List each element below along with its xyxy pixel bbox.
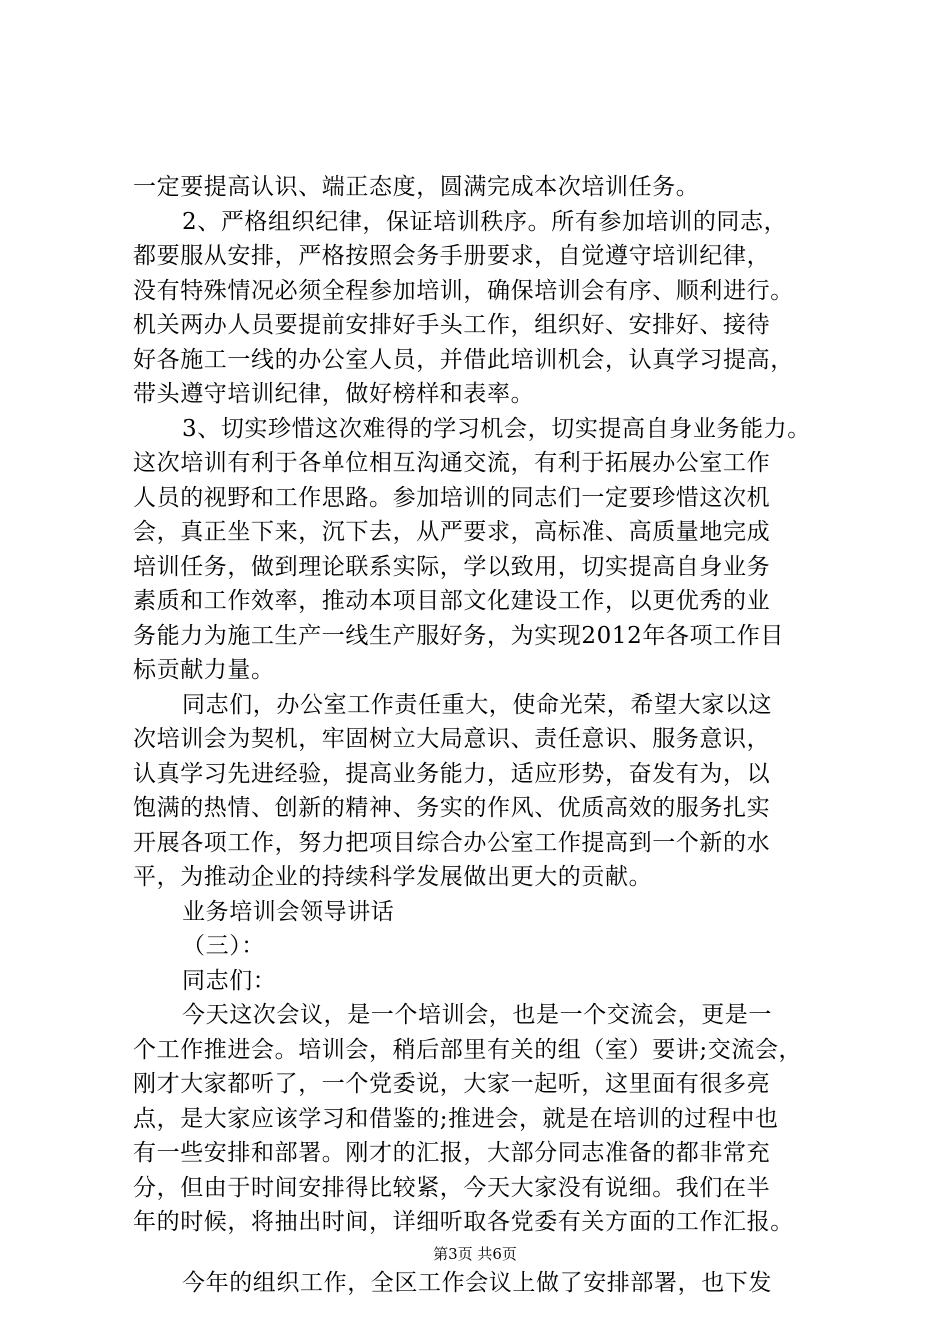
text-line: 今天这次会议，是一个培训会，也是一个交流会，更是一 xyxy=(182,1002,772,1028)
text-line: 好各施工一线的办公室人员，并借此培训机会，认真学习提高， xyxy=(133,346,794,373)
text-line: 分，但由于时间安排得比较紧，今天大家没有说细。我们在半 xyxy=(133,1174,771,1201)
text-line: 年的时候，将抽出时间，详细听取各党委有关方面的工作汇报。 xyxy=(133,1209,794,1235)
text-line: 都要服从安排，严格按照会务手册要求，自觉遵守培训纪律， xyxy=(133,243,771,269)
text-line: 饱满的热情、创新的精神、务实的作风、优质高效的服务扎实 xyxy=(133,795,771,821)
document-body xyxy=(133,170,833,1300)
text-line: 人员的视野和工作思路。参加培训的同志们一定要珍惜这次机 xyxy=(133,484,771,511)
text-line: 标贡献力量。 xyxy=(133,657,275,683)
text-line: 这次培训有利于各单位相互沟通交流，有利于拓展办公室工作 xyxy=(133,450,771,476)
text-line: 一定要提高认识、端正态度，圆满完成本次培训任务。 xyxy=(133,174,700,200)
text-line: 会，真正坐下来，沉下去，从严要求，高标准、高质量地完成 xyxy=(133,519,771,545)
section-heading: 业务培训会领导讲话 xyxy=(182,898,395,925)
section-number: （三）： xyxy=(182,933,265,959)
text-line: 认真学习先进经验，提高业务能力，适应形势，奋发有为，以 xyxy=(133,760,771,787)
text-line: 平，为推动企业的持续科学发展做出更大的贡献。 xyxy=(133,864,653,890)
text-line: 没有特殊情况必须全程参加培训，确保培训会有序、顺利进行。 xyxy=(133,277,794,304)
text-line: 次培训会为契机，牢固树立大局意识、责任意识、服务意识， xyxy=(133,726,771,752)
text-line: 同志们，办公室工作责任重大，使命光荣，希望大家以这 xyxy=(182,691,772,718)
text-line: 点，是大家应该学习和借鉴的;推进会，就是在培训的过程中也 xyxy=(133,1105,779,1132)
text-line: 务能力为施工生产一线生产服好务，为实现2012年各项工作目 xyxy=(133,622,784,649)
text-line: 刚才大家都听了，一个党委说，大家一起听，这里面有很多亮 xyxy=(133,1071,771,1097)
text-line: 培训任务，做到理论联系实际，学以致用，切实提高自身业务 xyxy=(133,553,771,580)
text-line: 2、严格组织纪律，保证培训秩序。所有参加培训的同志， xyxy=(182,208,788,235)
text-line: 开展各项工作，努力把项目综合办公室工作提高到一个新的水 xyxy=(133,829,771,856)
text-line: 机关两办人员要提前安排好手头工作，组织好、安排好、接待 xyxy=(133,312,771,338)
text-line: 素质和工作效率，推动本项目部文化建设工作，以更优秀的业 xyxy=(133,588,771,614)
text-line: 个工作推进会。培训会，稍后部里有关的组（室）要讲;交流会， xyxy=(133,1036,803,1063)
page-footer: 第3页 共6页 xyxy=(433,1245,517,1263)
salutation: 同志们： xyxy=(182,967,277,994)
text-line: 有一些安排和部署。刚才的汇报，大部分同志准备的都非常充 xyxy=(133,1140,771,1166)
text-line: 3、切实珍惜这次难得的学习机会，切实提高自身业务能力。 xyxy=(182,415,811,442)
text-line: 今年的组织工作，全区工作会议上做了安排部署，也下发 xyxy=(182,1269,772,1296)
text-line: 带头遵守培训纪律，做好榜样和表率。 xyxy=(133,381,535,407)
